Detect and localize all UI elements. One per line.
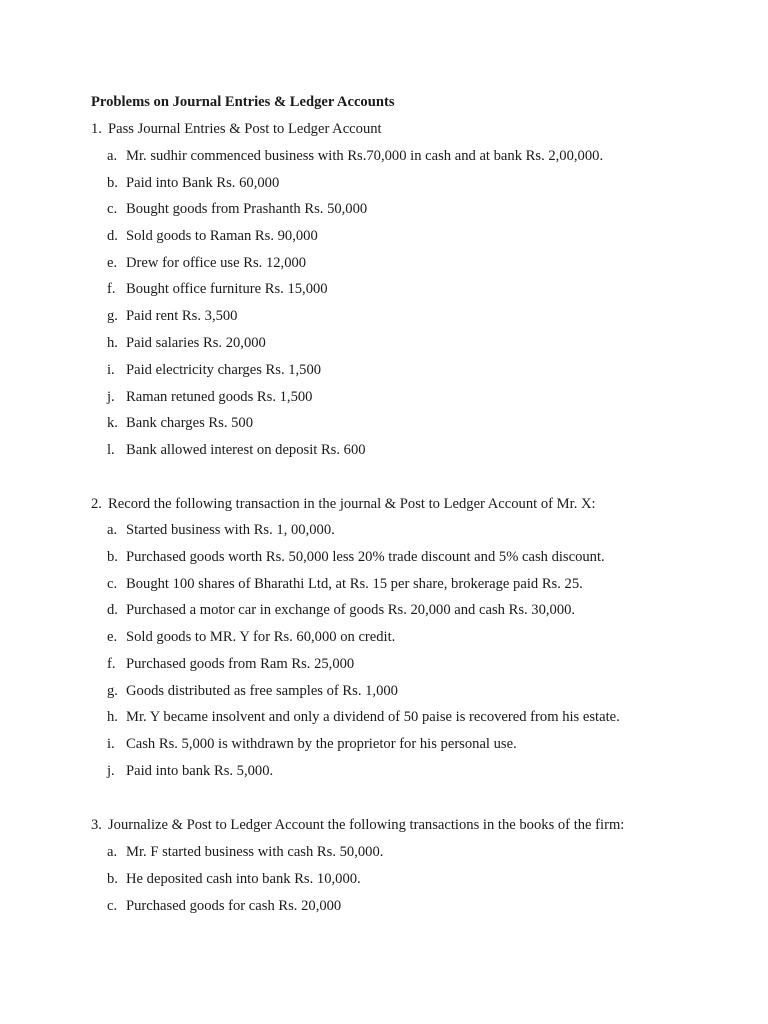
item-text: Mr. Y became insolvent and only a dividend of 50 paise is recovered from his estate. bbox=[126, 709, 620, 725]
item-text: Paid electricity charges Rs. 1,500 bbox=[126, 362, 322, 378]
list-item bbox=[107, 869, 361, 889]
item-letter: b. bbox=[107, 871, 118, 887]
problem-number: 3. bbox=[91, 817, 102, 833]
item-letter: d. bbox=[107, 602, 118, 618]
item-letter: g. bbox=[107, 308, 118, 324]
item-text: Paid into bank Rs. 5,000. bbox=[126, 763, 274, 779]
list-item bbox=[107, 734, 517, 754]
item-letter: h. bbox=[107, 335, 118, 351]
item-text: Cash Rs. 5,000 is withdrawn by the proprietor for his personal use. bbox=[126, 736, 517, 752]
item-letter: a. bbox=[107, 844, 118, 860]
item-letter: j. bbox=[107, 763, 115, 779]
list-item bbox=[107, 306, 237, 326]
item-text: Bank charges Rs. 500 bbox=[126, 415, 254, 431]
list-item bbox=[107, 627, 395, 647]
list-item bbox=[107, 333, 266, 353]
item-letter: e. bbox=[107, 629, 118, 645]
item-letter: h. bbox=[107, 709, 118, 725]
list-item bbox=[107, 681, 398, 701]
list-item bbox=[107, 360, 321, 380]
list-item bbox=[107, 654, 354, 674]
list-item bbox=[107, 413, 253, 433]
item-letter: c. bbox=[107, 201, 118, 217]
problem-1-heading bbox=[91, 119, 382, 139]
item-letter: f. bbox=[107, 656, 116, 672]
item-text: Sold goods to MR. Y for Rs. 60,000 on credit. bbox=[126, 629, 396, 645]
list-item bbox=[107, 707, 620, 727]
list-item bbox=[107, 279, 328, 299]
list-item bbox=[107, 173, 279, 193]
item-letter: c. bbox=[107, 898, 118, 914]
item-letter: b. bbox=[107, 549, 118, 565]
problem-3-heading bbox=[91, 815, 624, 835]
item-text: Sold goods to Raman Rs. 90,000 bbox=[126, 228, 318, 244]
item-text: Goods distributed as free samples of Rs. 1,000 bbox=[126, 683, 398, 699]
list-item bbox=[107, 896, 341, 916]
list-item bbox=[107, 574, 583, 594]
item-text: Bank allowed interest on deposit Rs. 600 bbox=[126, 442, 366, 458]
item-text: Bought 100 shares of Bharathi Ltd, at Rs. 15 per share, brokerage paid Rs. 25. bbox=[126, 576, 583, 592]
list-item bbox=[107, 842, 383, 862]
problem-number: 1. bbox=[91, 121, 102, 137]
item-letter: f. bbox=[107, 281, 116, 297]
item-letter: b. bbox=[107, 175, 118, 191]
list-item bbox=[107, 146, 603, 166]
item-letter: a. bbox=[107, 148, 118, 164]
item-text: He deposited cash into bank Rs. 10,000. bbox=[126, 871, 361, 887]
item-text: Paid salaries Rs. 20,000 bbox=[126, 335, 266, 351]
list-item bbox=[107, 761, 273, 781]
item-letter: a. bbox=[107, 522, 118, 538]
item-text: Paid rent Rs. 3,500 bbox=[126, 308, 238, 324]
problem-number: 2. bbox=[91, 496, 102, 512]
item-letter: d. bbox=[107, 228, 118, 244]
item-letter: k. bbox=[107, 415, 118, 431]
item-text: Started business with Rs. 1, 00,000. bbox=[126, 522, 335, 538]
item-text: Purchased goods worth Rs. 50,000 less 20% trade discount and 5% cash discount. bbox=[126, 549, 605, 565]
list-item bbox=[107, 253, 306, 273]
page-title: Problems on Journal Entries & Ledger Accounts bbox=[91, 94, 395, 110]
item-letter: j. bbox=[107, 389, 115, 405]
list-item bbox=[107, 520, 335, 540]
list-item bbox=[107, 387, 312, 407]
item-text: Purchased goods from Ram Rs. 25,000 bbox=[126, 656, 355, 672]
item-text: Bought office furniture Rs. 15,000 bbox=[126, 281, 328, 297]
list-item bbox=[107, 199, 367, 219]
item-text: Purchased goods for cash Rs. 20,000 bbox=[126, 898, 342, 914]
list-item bbox=[107, 226, 318, 246]
item-text: Paid into Bank Rs. 60,000 bbox=[126, 175, 280, 191]
item-text: Bought goods from Prashanth Rs. 50,000 bbox=[126, 201, 368, 217]
list-item bbox=[107, 440, 366, 460]
problem-text: Pass Journal Entries & Post to Ledger Account bbox=[108, 121, 382, 137]
item-text: Raman retuned goods Rs. 1,500 bbox=[126, 389, 313, 405]
item-letter: l. bbox=[107, 442, 115, 458]
item-text: Purchased a motor car in exchange of goods Rs. 20,000 and cash Rs. 30,000. bbox=[126, 602, 576, 618]
item-letter: i. bbox=[107, 362, 115, 378]
item-text: Mr. sudhir commenced business with Rs.70,000 in cash and at bank Rs. 2,00,000. bbox=[126, 148, 604, 164]
item-letter: c. bbox=[107, 576, 118, 592]
item-letter: g. bbox=[107, 683, 118, 699]
problem-text: Record the following transaction in the journal & Post to Ledger Account of Mr. X: bbox=[108, 496, 596, 512]
item-letter: i. bbox=[107, 736, 115, 752]
item-text: Mr. F started business with cash Rs. 50,000. bbox=[126, 844, 384, 860]
list-item bbox=[107, 547, 605, 567]
problem-2-heading bbox=[91, 494, 596, 514]
list-item bbox=[107, 600, 575, 620]
problem-text: Journalize & Post to Ledger Account the following transactions in the books of the firm: bbox=[108, 817, 625, 833]
item-letter: e. bbox=[107, 255, 118, 271]
item-text: Drew for office use Rs. 12,000 bbox=[126, 255, 307, 271]
